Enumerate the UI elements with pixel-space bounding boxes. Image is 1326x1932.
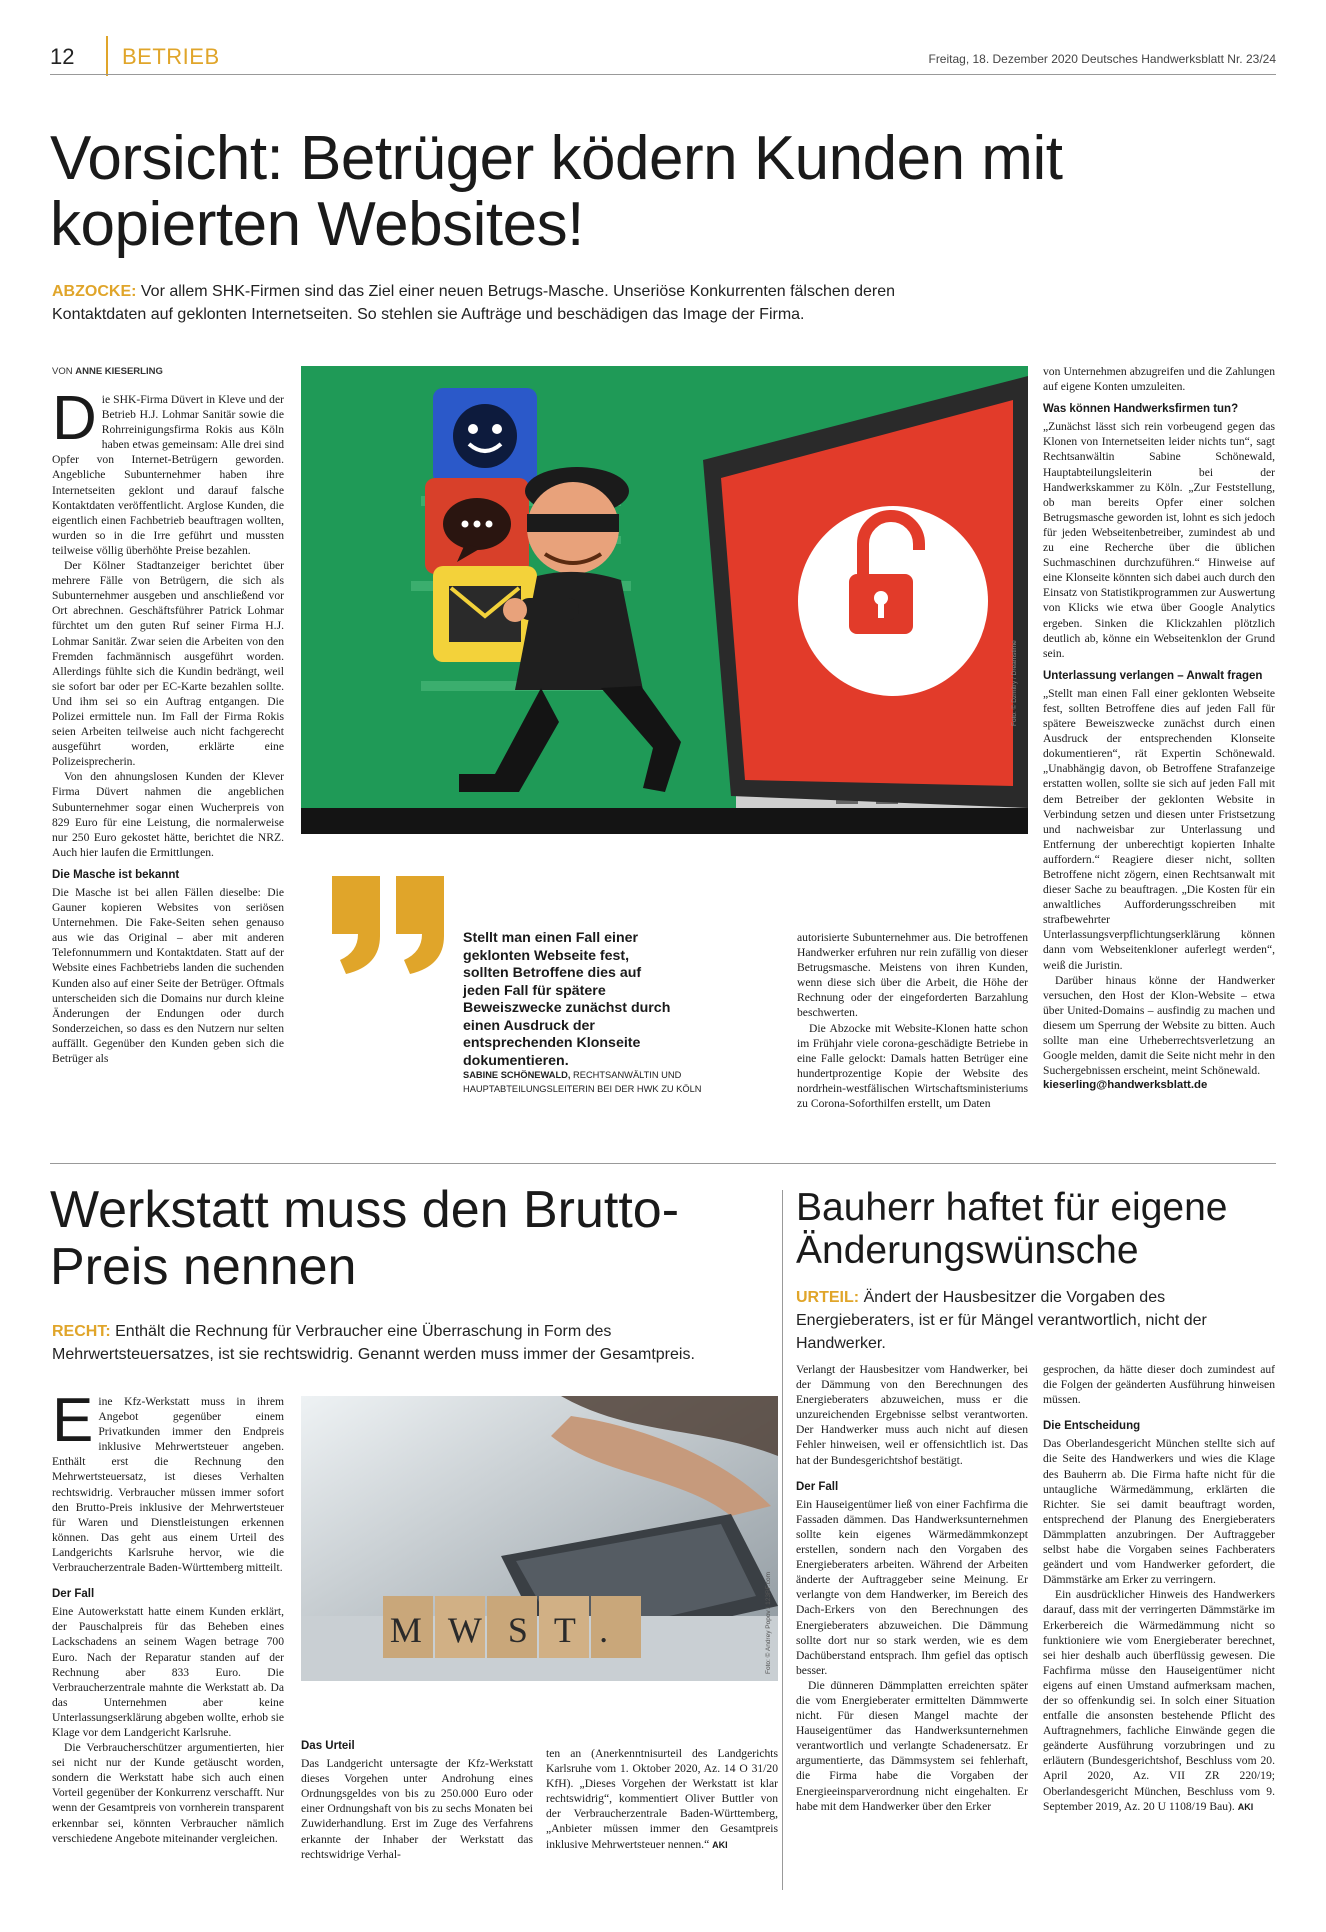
article1-paragraph: Die Masche ist bei allen Fällen dieselbe: Die Gauner kopieren Websites von seriösen Unternehmen. Die Fake-Seiten sehen genauso aus wie das Original – aber mit anderen Telefonnummern und Kontaktdaten. Statt auf der Website eines Fachbetriebs landen die suchenden Kunden also auf einer Seite der Betrüger. Oftmals unterscheiden sich die Domains nur durch kleine Änderungen der Endungen oder durch Sonderzeichen, so dass es den Nutzern nur selten auffällt. Gegenüber den Kunden geben sich die Betrüger als bbox=[52, 886, 284, 1066]
hacker-illustration bbox=[301, 366, 1028, 834]
author-sign: AKI bbox=[712, 1839, 728, 1850]
pull-quote-author: SABINE SCHÖNEWALD, bbox=[463, 1070, 571, 1080]
article3-paragraph: gesprochen, da hätte dieser doch zumindest auf die Folgen der geänderten Ausführung hinweisen müssen. bbox=[1043, 1363, 1275, 1407]
article2-headline: Werkstatt muss den Brutto-Preis nennen bbox=[50, 1181, 680, 1296]
quote-icon bbox=[332, 876, 450, 976]
article3-lead-text: Ändert der Hausbesitzer die Vorgaben des Energieberaters, ist er für Mängel verantwortlich, nicht der Handwerker. bbox=[796, 1289, 1207, 1352]
article1-paragraph bbox=[52, 384, 284, 558]
header-rule bbox=[50, 74, 1276, 75]
article2-column-1 bbox=[52, 1386, 284, 1846]
article1-paragraph: Die Abzocke mit Website-Klonen hatte schon im Frühjahr viele corona-geschädigte Betriebe in eine Falle gelockt: Damals hatten Betrüger eine hundertprozentige Kopie der Website des nordrhein-westfälischen Wirtschaftsministeriums zu Corona-Soforthilfen erstellt, um Daten bbox=[797, 1021, 1028, 1111]
article1-column-1 bbox=[52, 384, 284, 1066]
smiley-icon bbox=[433, 388, 537, 484]
mwst-photo-illustration bbox=[301, 1396, 778, 1681]
article3-paragraph: Verlangt der Hausbesitzer vom Handwerker, bei der Dämmung von den Berechnungen des Energieberaters abzuweichen, muss er die unzureichenden Ergebnisse selbst verantworten. Der Handwerker muss auch nicht auf diesen Fehler hinweisen, weil er offensichtlich ist. Das hat der Bundesgerichtshof bestätigt. bbox=[796, 1363, 1028, 1467]
article1-paragraph: autorisierte Subunternehmer aus. Die betroffenen Handwerker erfuhren nur rein zufällig von dieser Betrugsmasche. Meistens von ihren Kunden, wenn diese sich über die Arbeit, die Höhe der Rechnung oder der eingeforderten Barzahlung beschwerten. bbox=[797, 931, 1028, 1020]
article1-paragraph: „Zunächst lässt sich rein vorbeugend gegen das Klonen von Internetseiten leider nichts tun“, sagt Rechtsanwältin Sabine Schönewald, Hauptabteilungsleiterin bei der Handwerkskammer zu Köln. „Zur Feststellung, ob man bereits Opfer einer solchen Betrugsmasche geworden ist, lohnt es sich jedoch für jeden Webseitenbetreiber, zumindest ab und zu eine Recherche über die üblichen Suchmaschinen durchzuführen.“ Hinweise auf eine Klonseite könnten sich dabei auch durch den Einsatz von Statistikprogrammen zur Auswertung von Klicks wie etwa über Google Analytics ergeben. Sinken die Klickzahlen plötzlich deutlich ab, könne ein Webseitenklon der Grund sein. bbox=[1043, 420, 1275, 660]
article1-byline bbox=[52, 366, 163, 377]
section-label: BETRIEB bbox=[122, 44, 220, 69]
article3-paragraph: Die dünneren Dämmplatten erreichten später die vom Energieberater ermittelten Dämmwerte nicht. Für diesen Mangel machte der Hauseigentümer das Handwerksunternehmen verantwortlich und verlangte Schadenersatz. Er argumentierte, das Dämmsystem sei fehlerhaft, die Firma habe die Vorgaben der Energieeinsparverordnung nicht eingehalten. Er habe mit dem Handwerker über den Erker bbox=[796, 1678, 1028, 1813]
article2-lead-text: Enthält die Rechnung für Verbraucher eine Überraschung in Form des Mehrwertsteuersatzes, ist sie rechtswidrig. Genannt werden muss immer der Gesamtpreis. bbox=[52, 1323, 695, 1363]
pull-quote: Stellt man einen Fall einer geklonten Webseite fest, sollten Betroffene dies auf jeden Fall für spätere Beweiszwecke zunächst durch einen Ausdruck der entsprechenden Klonseite dokumentieren. bbox=[463, 930, 671, 1069]
image-credit: Foto: © Dzmitry / Dreamstime bbox=[1011, 640, 1018, 726]
article2-paragraph bbox=[52, 1386, 284, 1575]
byline-author: ANNE KIESERLING bbox=[75, 366, 163, 377]
article3-kicker: URTEIL: bbox=[796, 1289, 860, 1306]
article1-illustration bbox=[301, 366, 1028, 834]
article3-headline: Bauherr haftet für eigene Änderungswünsche bbox=[796, 1186, 1228, 1272]
dropcap: E bbox=[52, 1386, 94, 1455]
article1-column-4 bbox=[1043, 364, 1275, 1093]
article1-paragraph: Von den ahnungslosen Kunden der Klever Firma Düvert nahmen die angeblichen Subunternehmer sogar einen Wucherpreis von 829 Euro für eine Leistung, die normalerweise nur 250 Euro gekostet hätte, berichtet die NRZ. Auch hier laufen die Ermittlungen. bbox=[52, 770, 284, 859]
article1-headline: Vorsicht: Betrüger ködern Kunden mit kopierten Websites! bbox=[50, 124, 1063, 259]
byline-prefix: VON bbox=[52, 366, 73, 377]
article1-paragraph: Der Kölner Stadtanzeiger berichtet über mehrere Fälle von Betrügern, die sich als Subunternehmer ausgeben und anschließend vor Ort abrechnen. Geschäftsführer Patrick Lohmar fürchtet um den guten Ruf seiner Firma H.J. Lohmar Sanitär. Zwar seien die Arbeiten von den Fremden fachmännisch ausgeführt worden. Allerdings fühlte sich die Kundin bedrängt, weil sie sofort bar oder per EC-Karte bezahlen sollte. Und ihm sei so ein Auftrag entgangen. Die Polizei ermittele nun. Im Fall der Firma Rokis seien Arbeiten teilweise auch nicht fachgerecht ausgeführt worden, erklärte eine Polizeisprecherin. bbox=[52, 559, 284, 769]
subheading: Die Masche ist bekannt bbox=[52, 868, 180, 881]
paragraph-text: ine Kfz-Werkstatt muss in ihrem Angebot gegenüber einem Privatkunden immer den Endpreis inklusive Mehrwertsteuer angeben. Enthält erst die Rechnung den Mehrwertsteuersatz, ist dieses Verhalten rechtswidrig. Verbraucher müssen immer sofort den Brutto-Preis inklusive der Mehrwertsteuer für Waren und Dienstleistungen erkennen können. Das geht aus einem Urteil des Landgerichts Karlsruhe hervor, wie die Verbraucherzentrale Baden-Württemberg mitteilt. bbox=[52, 1395, 284, 1575]
paragraph-text: ie SHK-Firma Düvert in Kleve und der Betrieb H.J. Lohmar Sanitär sowie die Rohrreinigungsfirma Rokis aus Köln haben etwas gemeinsam: Alle drei sind Opfer von Internet-Betrügern geworden. Angebliche Subunternehmer haben ihre Internetseiten geklont und darauf falsche Kontaktdaten veröffentlicht. Arglose Kunden, die eigentlich einen Fachbetrieb beauftragen wollten, wurden so in die Irre geführt und mussten teilweise völlig überhöhte Preise bezahlen. bbox=[52, 393, 284, 557]
subheading: Die Entscheidung bbox=[1043, 1420, 1141, 1433]
article-divider bbox=[50, 1163, 1276, 1164]
article2-column-2 bbox=[301, 1739, 533, 1862]
article1-lead bbox=[52, 280, 952, 326]
article3-column-2 bbox=[1043, 1362, 1275, 1815]
mwst-block-letters: MWST. bbox=[389, 1610, 635, 1650]
page-number: 12 bbox=[50, 44, 75, 69]
subheading: Der Fall bbox=[52, 1588, 95, 1601]
paragraph-text: Ein ausdrücklicher Hinweis des Handwerkers darauf, dass mit der verringerten Dämmstärke im Erkerbereich die Wärmedämmung nicht so funktioniere wie vom Energieberater berechnet, sei hier deshalb auch überflüssig gewesen. Die Fachfirma müsse den Hauseigentümer nicht eigens auf einen Umstand aufmerksam machen, der so offenkundig sei. In solch einer Situation entfalle die ansonsten bestehende Pflicht des Auftragnehmers, fachliche Einwände gegen die geänderte Ausführung vorzubringen und zu erläutern (Bundesgerichtshof, Beschluss vom 20. April 2020, Az. VII ZR 220/19; Oberlandesgericht München, Beschluss vom 9. September 2019, Az. 20 U 1108/19 Bau). bbox=[1043, 1588, 1275, 1813]
article3-paragraph: Ein Hauseigentümer ließ von einer Fachfirma die Fassaden dämmen. Das Handwerksunternehmen sollte kein eigenes Wärmedämmkonzept erstellen, sondern nach den Vorgaben des Energieberaters arbeiten. Während der Arbeiten änderte der Auftraggeber seine Meinung. Er verlangte von dem Handwerker, im Bereich des Dach-Erkers von den Berechnungen des Energieberaters abzuweichen. Die Dämmung sollte dort nur so stark werden, wie es dem Dachüberstand entsprach. Ihm gefiel das optisch besser. bbox=[796, 1497, 1028, 1677]
author-email: kieserling@handwerksblatt.de bbox=[1043, 1079, 1208, 1092]
article2-paragraph: Eine Autowerkstatt hatte einem Kunden erklärt, der Pauschalpreis für das Beheben eines Lackschadens an seinem Wagen betrage 700 Euro. Nach der Reparatur standen auf der Rechnung aber 833 Euro. Die Verbraucherzentrale mahnte die Werkstatt ab. Da das Unternehmen aber keine Unterlassungserklärung abgeben wollte, erhob sie Klage vor dem Landgericht Karlsruhe. bbox=[52, 1605, 284, 1739]
article2-kicker: RECHT: bbox=[52, 1323, 111, 1340]
pull-quote-role: RECHTSANWÄLTIN UND HAUPTABTEILUNGSLEITERIN BEI DER HWK ZU KÖLN bbox=[463, 1070, 702, 1094]
chat-bubble-icon bbox=[425, 478, 529, 574]
subheading: Das Urteil bbox=[301, 1740, 355, 1752]
header-separator bbox=[106, 36, 108, 76]
article1-kicker: ABZOCKE: bbox=[52, 283, 137, 300]
subheading: Was können Handwerksfirmen tun? bbox=[1043, 403, 1239, 416]
paragraph-text: ten an (Anerkenntnisurteil des Landgerichts Karlsruhe vom 1. Oktober 2020, Az. 14 O 31/20 KfH). „Dieses Vorgehen der Werkstatt ist klar rechtswidrig“, kommentiert Oliver Buttler von der Verbraucherzentrale Baden-Württemberg, „Anbieter müssen immer den Gesamtpreis inklusive Mehrwertsteuer nennen.“ bbox=[546, 1747, 778, 1851]
article2-paragraph: Das Landgericht untersagte der Kfz-Werkstatt dieses Vorgehen unter Androhung eines Ordnungsgeldes von bis zu 250.000 Euro oder einer Ordnungshaft von bis zu sechs Monaten bei Zuwiderhandlung. Erst im Zuge des Verfahrens erkannte der Inhaber der Werkstatt das rechtswidrige Verhal- bbox=[301, 1757, 533, 1861]
article2-photo bbox=[301, 1396, 778, 1681]
article3-paragraph bbox=[1043, 1587, 1275, 1814]
article2-paragraph: Die Verbraucherschützer argumentierten, hier sei nicht nur der Kunde getäuscht worden, sondern die Werkstatt habe sich auch einen Vorteil gegenüber der Konkurrenz verschafft. Nur wenn der Gesamtpreis von vornherein transparent erkennbar sei, könnten Verbraucher nämlich verschiedene Angebote miteinander vergleichen. bbox=[52, 1741, 284, 1845]
dateline: Freitag, 18. Dezember 2020 Deutsches Handwerksblatt Nr. 23/24 bbox=[928, 52, 1276, 66]
column-divider bbox=[782, 1190, 783, 1890]
article1-paragraph: von Unternehmen abzugreifen und die Zahlungen auf eigene Konten umzuleiten. bbox=[1043, 365, 1275, 394]
article2-lead bbox=[52, 1320, 752, 1366]
image-credit: Foto: © Andrey Popov / 123RF.com bbox=[765, 1572, 772, 1674]
subheading: Der Fall bbox=[796, 1480, 839, 1493]
article3-paragraph: Das Oberlandesgericht München stellte sich auf die Seite des Handwerkers und wies die Klage des Bauherrn ab. Die Firma hafte nicht für die untaugliche Wärmedämmung, erklärten die Richter. Sie sei damit beauftragt worden, entsprechend der Planung des Energieberaters Dämmplatten anzubringen. Der Auftraggeber selbst habe die Vorgaben seines Fachberaters geändert und vom Handwerker gefordert, die Dämmstärke am Erker zu verringern. bbox=[1043, 1437, 1275, 1587]
pull-quote-source bbox=[463, 1068, 703, 1096]
article2-paragraph bbox=[546, 1746, 778, 1853]
article1-lead-text: Vor allem SHK-Firmen sind das Ziel einer neuen Betrugs-Masche. Unseriöse Konkurrenten fälschen deren Kontaktdaten auf geklonten Internetseiten. So stehlen sie Aufträge und beschädigen das Image der Firma. bbox=[52, 283, 896, 323]
article1-column-3 bbox=[797, 930, 1028, 1111]
article2-column-3 bbox=[546, 1746, 778, 1853]
article3-lead bbox=[796, 1286, 1276, 1355]
dropcap: D bbox=[52, 384, 97, 453]
article3-column-1 bbox=[796, 1362, 1028, 1814]
article1-paragraph: „Stellt man einen Fall einer geklonten Webseite fest, sollten Betroffene dies auf jeden Fall für spätere Beweiszwecke zunächst durch einen Ausdruck der entsprechenden Klonseite dokumentieren“, rät Expertin Schönewald. „Unabhängig davon, ob Betroffene Strafanzeige erstatten wollen, sollte sie sich auf jeden Fall mit dem Betreiber der geklonten Website in Verbindung setzen und diesen unter Fristsetzung und nachweisbar zur Unterlassung und Entfernung der unberechtigt kopierten Inhalte auffordern.“ Reagiere dieser nicht, sollten Betroffene nicht zögern, einen Rechtsanwalt mit dieser Sache zu beauftragen. „Die Kosten für ein anwaltliches Aufforderungsschreiben mit strafbewehrter Unterlassungsverpflichtungserklärung können dann vom Webseitenkloner auferlegt werden“, weiß die Juristin. bbox=[1043, 686, 1275, 972]
article1-paragraph: Darüber hinaus könne der Handwerker versuchen, den Host der Klon-Website – etwa über United-Domains – ausfindig zu machen und diesem um Sperrung der Website zu bitten. Auch sollte man eine Urheberrechtsverletzung an Google melden, damit die Seite nicht mehr in den Suchergebnissen erscheint, meint Schönewald. bbox=[1043, 973, 1275, 1078]
subheading: Unterlassung verlangen – Anwalt fragen bbox=[1043, 669, 1263, 682]
author-sign: AKI bbox=[1237, 1801, 1254, 1812]
